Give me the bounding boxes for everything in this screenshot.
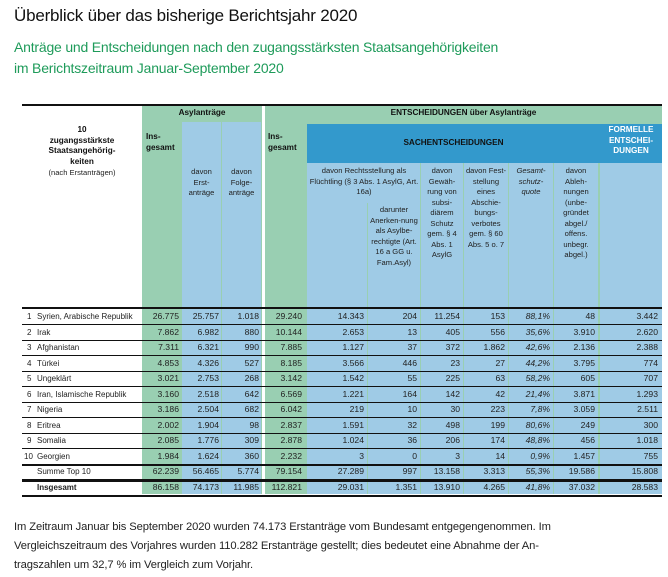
cell-formell: 300 <box>643 419 658 430</box>
col-head-erst: davon Erst-anträge <box>188 167 215 197</box>
cell-fluecht: 27.289 <box>337 466 364 476</box>
group-entscheidungen: ENTSCHEIDUNGEN über Asylanträge <box>390 108 537 117</box>
page-title: Überblick über das bisherige Berichtsjahr 2020 <box>14 6 358 25</box>
cell-entsch-total: 3.142 <box>280 373 302 383</box>
row-divider <box>22 448 662 449</box>
cell-subsid: 3 <box>455 450 460 461</box>
cell-abschieb: 153 <box>490 311 505 321</box>
cell-quote: 21,4% <box>525 388 550 399</box>
cell-folge: 880 <box>244 326 259 337</box>
row-rank: 10 <box>24 451 33 461</box>
cell-subsid: 142 <box>445 388 460 399</box>
cell-entsch-total: 2.878 <box>280 435 302 445</box>
row-header-note: (nach Erstanträgen) <box>48 168 116 177</box>
cell-fluecht: 3.566 <box>342 357 364 368</box>
subtitle-line-2: im Berichtszeitraum Januar-September 2020 <box>14 60 284 76</box>
cell-subsid: 206 <box>445 435 460 445</box>
row-label: Insgesamt <box>37 482 77 492</box>
col-head-quote: Gesamt-schutz-quote <box>516 166 546 196</box>
cell-formell: 707 <box>643 373 658 383</box>
cell-quote: 48,8% <box>525 435 550 445</box>
cell-ablehn: 37.032 <box>568 481 595 492</box>
row-label: Türkei <box>37 358 60 368</box>
cell-fluecht: 3 <box>359 450 364 461</box>
summary-line-1: Im Zeitraum Januar bis September 2020 wurden 74.173 Erstanträge vom Bundesamt entgegengenommen. Im <box>14 521 551 533</box>
cell-folge: 990 <box>244 342 259 352</box>
cell-asyl-total: 4.853 <box>157 357 179 368</box>
cell-folge: 98 <box>249 419 259 430</box>
cell-folge: 11.985 <box>233 481 259 492</box>
cell-fluecht: 1.127 <box>342 342 364 352</box>
cell-asyl-total: 3.021 <box>157 373 179 383</box>
row-divider <box>22 402 662 403</box>
cell-formell: 2.511 <box>637 404 658 414</box>
cell-entsch-total: 79.154 <box>275 466 302 476</box>
cell-anerk: 55 <box>407 373 417 383</box>
cell-asyl-total: 2.002 <box>157 419 179 430</box>
table-top-rule <box>22 104 662 106</box>
cell-asyl-total: 2.085 <box>157 435 179 445</box>
subtitle-line-1: Anträge und Entscheidungen nach den zugangsstärksten Staatsangehörigkeiten <box>14 39 499 55</box>
cell-subsid: 23 <box>450 357 460 368</box>
row-label: Iran, Islamische Republik <box>37 389 127 399</box>
cell-formell: 28.583 <box>631 481 658 492</box>
cell-erst: 1.904 <box>197 419 219 430</box>
cell-anerk: 13 <box>407 326 417 337</box>
row-label: Eritrea <box>37 420 61 430</box>
cell-abschieb: 42 <box>495 388 505 399</box>
cell-abschieb: 199 <box>490 419 505 430</box>
cell-erst: 6.982 <box>197 326 219 337</box>
cell-entsch-total: 7.885 <box>280 342 302 352</box>
cell-quote: 58,2% <box>525 373 550 383</box>
cell-erst: 25.757 <box>192 311 219 321</box>
cell-folge: 5.774 <box>237 466 259 476</box>
cell-formell: 755 <box>643 450 658 461</box>
cell-asyl-total: 62.239 <box>152 466 179 476</box>
row-header <box>22 125 142 167</box>
cell-entsch-total: 2.232 <box>280 450 302 461</box>
cell-folge: 309 <box>244 435 259 445</box>
cell-abschieb: 3.313 <box>483 466 505 476</box>
cell-erst: 2.518 <box>197 388 219 399</box>
cell-fluecht: 1.542 <box>342 373 364 383</box>
cell-ablehn: 3.871 <box>573 388 595 399</box>
cell-folge: 360 <box>244 450 259 461</box>
group-formelle: FORMELLE ENTSCHEI-DUNGEN <box>608 125 654 155</box>
cell-anerk: 204 <box>402 311 417 321</box>
cell-subsid: 372 <box>445 342 460 352</box>
row-label: Somalia <box>37 436 66 445</box>
cell-ablehn: 249 <box>580 419 595 430</box>
cell-ablehn: 1.457 <box>573 450 595 461</box>
cell-asyl-total: 26.775 <box>152 311 179 321</box>
cell-folge: 1.018 <box>237 311 259 321</box>
row-label: Georgien <box>37 451 70 461</box>
cell-abschieb: 1.862 <box>483 342 505 352</box>
cell-subsid: 13.910 <box>433 481 460 492</box>
cell-entsch-total: 6.042 <box>280 404 302 414</box>
row-header-line: zugangsstärkste <box>49 135 115 145</box>
cell-entsch-total: 29.240 <box>275 311 302 321</box>
cell-ablehn: 48 <box>585 311 595 321</box>
cell-erst: 1.624 <box>197 450 219 461</box>
row-rank: 6 <box>27 389 32 399</box>
cell-quote: 80,6% <box>525 419 550 430</box>
cell-quote: 55,3% <box>525 466 550 476</box>
cell-formell: 774 <box>643 357 658 368</box>
cell-subsid: 405 <box>445 326 460 337</box>
row-rank: 4 <box>27 358 32 368</box>
col-head-subsid: davon Gewäh-rung von subsi-diärem Schutz gem. § 4 Abs. 1 AsylG <box>427 166 457 259</box>
cell-subsid: 13.158 <box>433 466 460 476</box>
row-divider <box>22 495 662 498</box>
cell-erst: 74.173 <box>192 481 219 492</box>
row-rank: 5 <box>27 374 32 383</box>
col-head-entsch-total: Ins-gesamt <box>268 132 297 152</box>
cell-quote: 88,1% <box>525 311 550 321</box>
cell-ablehn: 2.136 <box>573 342 595 352</box>
cell-formell: 2.388 <box>636 342 658 352</box>
cell-fluecht: 1.221 <box>342 388 364 399</box>
cell-folge: 642 <box>244 388 259 399</box>
cell-fluecht: 14.343 <box>337 311 364 321</box>
cell-anerk: 0 <box>412 450 417 461</box>
cell-erst: 2.753 <box>197 373 219 383</box>
cell-fluecht: 1.024 <box>342 435 364 445</box>
row-rank: 3 <box>27 343 32 352</box>
row-label: Irak <box>37 327 51 337</box>
cell-subsid: 30 <box>450 404 460 414</box>
cell-formell: 3.442 <box>636 311 658 321</box>
cell-abschieb: 4.265 <box>483 481 505 492</box>
cell-abschieb: 174 <box>490 435 505 445</box>
cell-quote: 7,8% <box>530 404 550 414</box>
cell-folge: 682 <box>244 404 259 414</box>
cell-ablehn: 605 <box>580 373 595 383</box>
header-bottom-rule <box>22 307 662 309</box>
cell-formell: 1.293 <box>636 388 658 399</box>
cell-subsid: 498 <box>445 419 460 430</box>
cell-subsid: 11.254 <box>434 311 460 321</box>
summary-line-2: Vergleichszeitraum des Vorjahres wurden 110.282 Erstanträge gestellt; dies bedeutet eine Abnahme der An- <box>14 540 539 552</box>
cell-entsch-total: 2.837 <box>280 419 302 430</box>
summary-line-3: tragszahlen um 32,7 % im Vergleich zum Vorjahr. <box>14 559 254 571</box>
row-label: Afghanistan <box>37 343 80 352</box>
group-asylantraege: Asylanträge <box>178 108 226 117</box>
cell-folge: 268 <box>244 373 259 383</box>
cell-fluecht: 219 <box>349 404 364 414</box>
cell-asyl-total: 7.862 <box>157 326 179 337</box>
cell-asyl-total: 86.158 <box>152 481 179 492</box>
cell-entsch-total: 8.185 <box>280 357 302 368</box>
cell-ablehn: 3.795 <box>573 357 595 368</box>
cell-asyl-total: 3.186 <box>157 404 179 414</box>
cell-erst: 56.465 <box>192 466 219 476</box>
cell-quote: 42,6% <box>525 342 550 352</box>
cell-fluecht: 2.653 <box>342 326 364 337</box>
col-head-asyl-total: Ins-gesamt <box>146 132 175 152</box>
cell-erst: 2.504 <box>197 404 219 414</box>
cell-anerk: 32 <box>407 419 417 430</box>
row-rank: 9 <box>27 436 32 445</box>
group-sachentscheidungen: SACHENTSCHEIDUNGEN <box>403 138 504 147</box>
cell-anerk: 997 <box>402 466 417 476</box>
cell-formell: 2.620 <box>636 326 658 337</box>
cell-abschieb: 14 <box>495 450 505 461</box>
cell-asyl-total: 1.984 <box>157 450 179 461</box>
col-head-anerk: darunter Anerken-nung als Asylbe-rechtigte (Art. 16 a GG u. Fam.Asyl) <box>370 205 418 267</box>
cell-quote: 35,6% <box>525 326 550 337</box>
cell-erst: 4.326 <box>197 357 219 368</box>
cell-fluecht: 1.591 <box>342 419 364 430</box>
cell-ablehn: 3.059 <box>573 404 595 414</box>
row-rank: 2 <box>27 327 32 337</box>
row-header-line: 10 <box>77 125 87 134</box>
row-rank: 8 <box>27 420 32 430</box>
cell-fluecht: 29.031 <box>337 481 364 492</box>
cell-entsch-total: 6.569 <box>280 388 302 399</box>
cell-erst: 6.321 <box>197 342 219 352</box>
cell-formell: 1.018 <box>636 435 658 445</box>
col-head-abschieb: davon Fest-stellung eines Abschie-bungs-verbotes gem. § 60 Abs. 5 o. 7 <box>465 166 507 249</box>
col-head-fluecht: davon Rechtsstellung als Flüchtling (§ 3 Abs. 1 AsylG, Art. 16a) <box>309 166 419 196</box>
row-header-line: Staatsangehörig- <box>48 146 116 155</box>
cell-quote: 41,8% <box>525 481 550 492</box>
cell-quote: 0,9% <box>530 450 550 461</box>
cell-quote: 44,2% <box>525 357 550 368</box>
cell-asyl-total: 3.160 <box>157 388 179 399</box>
row-label: Summe Top 10 <box>37 467 91 476</box>
row-header-line: keiten <box>70 156 94 166</box>
cell-anerk: 10 <box>407 404 417 414</box>
row-label: Nigeria <box>37 405 63 414</box>
summary-paragraph <box>14 518 654 575</box>
cell-abschieb: 63 <box>495 373 505 383</box>
cell-anerk: 36 <box>407 435 417 445</box>
cell-ablehn: 19.586 <box>568 466 595 476</box>
cell-anerk: 37 <box>407 342 417 352</box>
cell-ablehn: 456 <box>580 435 595 445</box>
cell-asyl-total: 7.311 <box>158 342 179 352</box>
row-label: Ungeklärt <box>37 374 72 383</box>
cell-abschieb: 556 <box>490 326 505 337</box>
cell-erst: 1.776 <box>197 435 219 445</box>
cell-subsid: 225 <box>445 373 460 383</box>
row-rank: 1 <box>27 312 32 321</box>
col-head-ablehn: davon Ableh-nungen (unbe-gründet abgel./ offens. unbegr. abgel.) <box>563 166 589 259</box>
cell-folge: 527 <box>244 357 259 368</box>
cell-ablehn: 3.910 <box>573 326 595 337</box>
cell-anerk: 446 <box>402 357 417 368</box>
cell-anerk: 164 <box>402 388 417 399</box>
cell-abschieb: 27 <box>495 357 505 368</box>
cell-entsch-total: 10.144 <box>275 326 302 337</box>
cell-anerk: 1.351 <box>395 481 417 492</box>
cell-formell: 15.808 <box>631 466 658 476</box>
col-head-folge: davon Folge-anträge <box>228 167 255 197</box>
cell-abschieb: 223 <box>490 404 505 414</box>
row-label: Syrien, Arabische Republik <box>37 312 133 321</box>
row-rank: 7 <box>27 405 32 414</box>
cell-entsch-total: 112.821 <box>271 481 302 492</box>
